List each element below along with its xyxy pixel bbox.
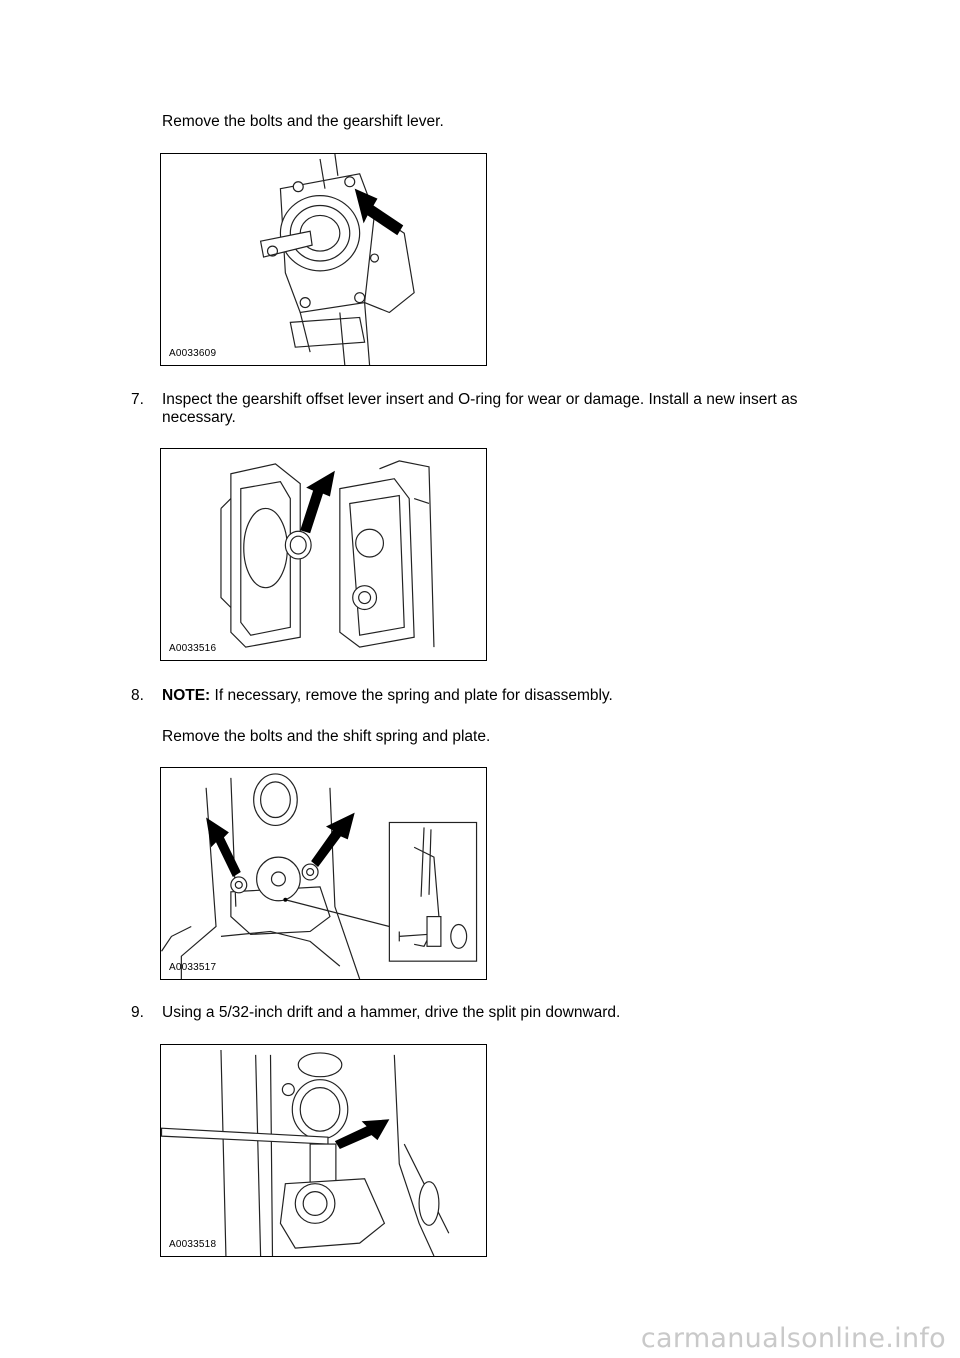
figure-id: A0033517 — [169, 962, 217, 973]
figure-id: A0033609 — [169, 348, 217, 359]
figure-shift-spring-plate — [160, 767, 487, 980]
step-6-text: Remove the bolts and the gearshift lever. — [162, 113, 444, 130]
shift-spring-plate-illustration — [161, 768, 486, 979]
figure-offset-lever-insert — [160, 448, 487, 661]
step-9-number: 9. — [131, 1004, 144, 1021]
figure-gearshift-lever — [160, 153, 487, 366]
step-8-note — [162, 687, 613, 705]
step-8-text: Remove the bolts and the shift spring and plate. — [162, 728, 491, 745]
step-9-text: Using a 5/32-inch drift and a hammer, drive the split pin downward. — [162, 1004, 621, 1021]
watermark: carmanualsonline.info — [640, 1323, 946, 1354]
note-text: If necessary, remove the spring and plate for disassembly. — [210, 687, 613, 704]
step-8-number: 8. — [131, 687, 144, 704]
gearshift-lever-illustration — [161, 154, 486, 365]
split-pin-illustration — [161, 1045, 486, 1256]
figure-split-pin — [160, 1044, 487, 1257]
note-label: NOTE: — [162, 687, 211, 704]
figure-id: A0033518 — [169, 1239, 217, 1250]
step-7-text: Inspect the gearshift offset lever insert and O-ring for wear or damage. Install a new insert as necessary. — [162, 391, 798, 426]
step-7-number: 7. — [131, 391, 144, 408]
figure-id: A0033516 — [169, 643, 217, 654]
offset-lever-insert-illustration — [161, 449, 486, 660]
